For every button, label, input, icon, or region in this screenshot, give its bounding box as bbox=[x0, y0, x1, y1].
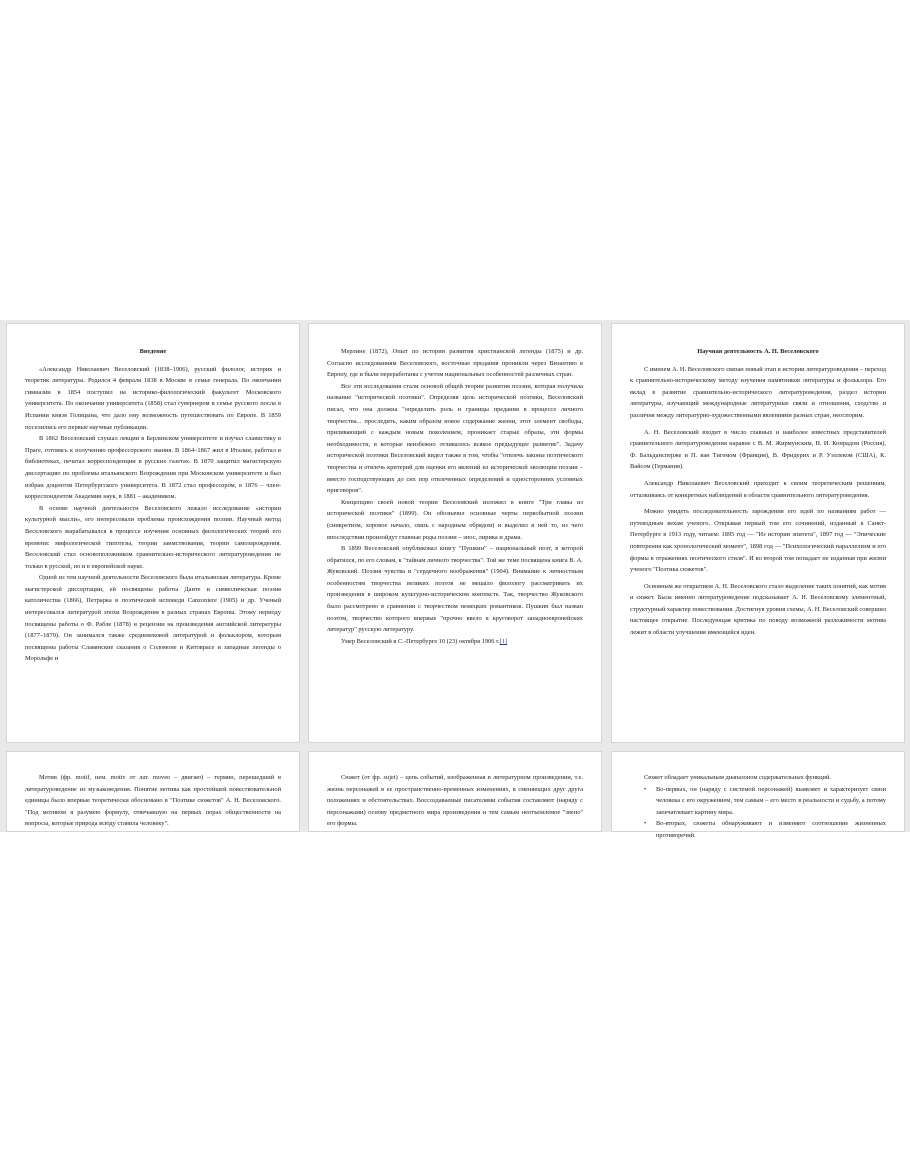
paragraph: Все эти исследования стали основой общей теории развития поэзии, которая получила название "исторической поэтики". Определяя цель исторической поэтики, Веселовский писал, что она должна "определить роль и границы предания в процессе личного творчества... проследить, каким образом новое содержание жизни, этот элемент свободы, приливающий с каждым новым поколением, проникает старые образы, эти формы необходимости, в которые неизбежно отливалось всякое предыдущее развитие". Задачу исторической поэтики Веселовский видел также в том, чтобы "отвлечь законы поэтического творчества и отвлечь критерий для оценки его явлений из исторической эволюции поэзии – вместо господствующих до сих пор отвлеченных определений и односторонних условных приговоров". bbox=[327, 382, 583, 495]
paragraph: Мотив (фр. motif, нем. motiv от лат. moveo – двигаю) – термин, перешедший в литературоведение из музыковедения. Понятие мотива как простейшей повествовательной единицы было впервые теоретически обосновано в "Поэтике сюжетов" А. Н. Веселовского. "Под мотивом я разумею формулу, отвечавшую на первых порах общественности на вопросы, которые природа всюду ставила человеку". bbox=[25, 774, 281, 828]
bullet-icon: • bbox=[644, 820, 647, 828]
list-item bbox=[630, 818, 886, 841]
page-heading: Введение bbox=[139, 348, 167, 355]
document-page-2 bbox=[308, 323, 602, 743]
paragraph: В 1862 Веселовский слушал лекции в Берлинском университете и изучал славистику в Праге, готовясь к получению профессорского звания. В 1864–1867 жил в Италии, работал в библиотеках, печатал корреспонденции в русских газетах. В 1870 защитил магистерскую диссертацию по проблемы итальянского Возрождения при Московском университете и был избран доцентом Петербургского университета. В 1872 стал профессором, в 1876 – член-корреспондентом Академии наук, в 1881 – академиком. bbox=[25, 435, 281, 501]
paragraph bbox=[327, 636, 583, 648]
paragraph: Сюжет обладает уникальным диапазоном содержательных функций. bbox=[644, 774, 831, 781]
death-note-text: Умер Веселовский в С.-Петербурге 10 (23) октября 1906 г. bbox=[341, 637, 500, 645]
paragraph: Основным же открытием А. Н. Веселовского стало выделение таких понятий, как мотив и сюжет. Была именно литературоведение подсказывает А. Н. Веселовскому элементный, структурный характер повествования. Достигнув уровня схемы, А. Н. Веселовский совершил настоящее открытие. Последующая критика по поводу возможной разложимости мотива лежит в области улучшения имеющейся идеи. bbox=[630, 582, 886, 637]
paragraph: Одной из тем научной деятельности Веселовского была итальянская литература. Кроме магистерской диссертации, ей посвящены работы Данте и символическая поэзия католичества (1866), Петрарка в поэтической исповеди Canzoniere (1905) и др. Ученый интересовался литературой эпохи Возрождения в разных странах Европы. Этому периоду посвящены работы о Ф. Рабле (1878) и рецензии на произведения английской литературы (1877–1879). Он занимался также средневековой литературой и фольклором, которым посвящены работы Славянские сказания о Соломоне и Китоврасе и западные легенды о Морольфе и bbox=[25, 574, 281, 663]
paragraph: В 1899 Веселовский опубликовал книгу "Пушкин" – национальный поэт, в которой обратился, по его словам, к "тайнам личного творчества". Той же теме посвящена книга В. А. Жуковский. Поэзия чувства и "сердечного воображения" (1904). Внимание к личностным особенностям творчества великих поэтов не мешало филологу рассматривать их произведения в широком культурно-историческом контексте. Так, творчество Жуковского было рассмотрено в сравнении с творчеством немецких романтиков. Пушкин был назван поэтом, творчество которого впервые "прочно ввело в круговорот западноевропейских литератур" русскую литературу. bbox=[327, 545, 583, 634]
paragraph: Концепцию своей новой теории Веселовский изложил в книге "Три главы из исторической поэтики" (1899). Он обозначил основные черты первобытной поэзии (синкретизм, хоровое начало, связь с народным обрядом) и выделил в ней то, из чего впоследствии произойдут главные роды поэзии – эпос, лирика и драма. bbox=[327, 498, 583, 541]
paragraph: Александр Николаевич Веселовский приходит к своим теоретическим решениям, отталкиваясь от конкретных наблюдений в области сравнительного литературоведения. bbox=[630, 479, 886, 499]
document-page-5 bbox=[308, 751, 602, 832]
bullet-icon: • bbox=[644, 785, 647, 793]
document-page-3 bbox=[611, 323, 905, 743]
paragraph: Сюжет (от фр. sujet) – цепь событий, изображенная в литературном произведении, т.е. жизнь персонажей в ее пространственно-временных изменениях, в сменяющих друг друга положениях и обстоятельствах. Воссоздаваемые писателями события составляют (наряду с персонажами) основу предметного мира произведения и тем самым неотъемлемое "звено" его формы. bbox=[327, 774, 583, 828]
document-page-6 bbox=[611, 751, 905, 839]
footnote-link[interactable]: [1] bbox=[499, 637, 508, 645]
list-item bbox=[630, 784, 886, 819]
document-page-4 bbox=[6, 751, 300, 832]
paragraph: Мерлине (1872), Опыт по истории развития христианской легенды (1875) и др. Согласно исследованиям Веселовского, восточные предания проникли через Византию в Европу, где и были переработаны с учетом национальных особенностей различных стран. bbox=[327, 348, 583, 379]
list-item-text: Во-вторых, сюжеты обнаруживают и изменяют соотношение жизненных противоречий. bbox=[656, 820, 886, 839]
paragraph: Можно увидеть последовательность зарождения его идей по названиям работ — путеводным вехам ученого. Открывая первый том его сочинений, изданный в Санкт-Петербурге в 1913 году, читаем: 1895 год — "Из истории эпитета", 1897 год — "Эпические повторения как хронологический момент", 1898 год — "Психологический параллелизм и его формы в отражениях поэтического стиля". И во второй том попадает не изданная при жизни ученого "Поэтика сюжетов". bbox=[630, 508, 886, 574]
page-heading: Научная деятельность А. Н. Веселовского bbox=[697, 348, 819, 355]
paragraph: А. Н. Веселовский входит в число главных и наиболее известных представителей сравнительного литературоведения наравне с В. М. Жирмунским, Н. И. Конрадом (Россия), Ф. Бальдансперже и П. ван Тигемом (Франция), В. Фридерих и Р. Уэллеком (США), К. Вайсом (Германия). bbox=[630, 428, 886, 471]
paragraph: «Александр Николаевич Веселовский (1838–1906), русский филолог, историк и теоретик литературы. Родился 4 февраля 1838 в Москве в семье генерала. По окончании гимназии в 1854 поступил на историко-филологический факультет Московского университета. По окончании университета (1858) стал гувернером в семье русского посла в Испании князя Голицына, что дало ему возможность путешествовать по Европе. В 1859 поселились его первые научные публикации. bbox=[25, 365, 281, 431]
document-page-1 bbox=[6, 323, 300, 743]
list-item-text: Во-первых, он (наряду с системой персонажей) выявляет и характеризует связи человека с его окружением, тем самым – его место в реальности и судьбу, а потому запечатлевает картину мира. bbox=[656, 785, 886, 816]
paragraph: С именем А. Н. Веселовского связан новый этап в истории литературоведения – переход к сравнительно-историческому методу изучения памятников литературы и фольклора. Его вклад в развитие сравнительно-исторического литературоведения, раздел истории литературы, изучающий международные литературные связи и отношения, сходство и различия между литературно-художественными явлениями разных стран, неоспорим. bbox=[630, 365, 886, 419]
paragraph: В основе научной деятельности Веселовского лежало исследование «истории культурной мысли», его интересовали проблемы происхождения поэзии. Научный метод Веселовского вырабатывался в процессе изучения основных филологических теорий его времени: мифологической гипотезы, теории заимствования, теории самозарождения. Веселовский стал основоположником сравнительно-исторического литературоведения не только в русской, но и в европейской науке. bbox=[25, 504, 281, 570]
